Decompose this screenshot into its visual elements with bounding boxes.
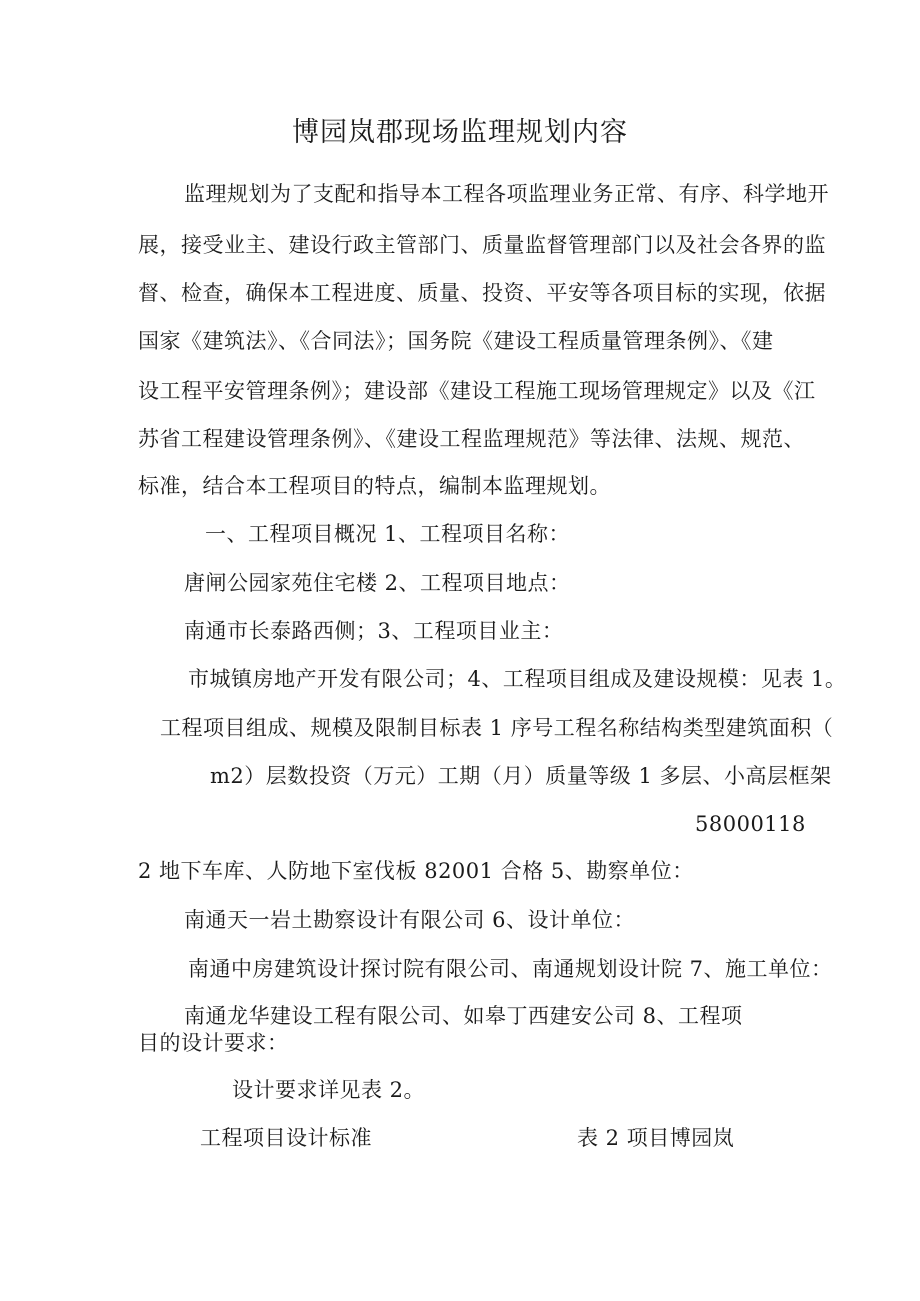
construction-unit-line: 南通龙华建设工程有限公司、如皋丁西建安公司 8、工程项 [184, 1004, 743, 1028]
table-2-caption-left: 工程项目设计标准 [200, 1126, 372, 1150]
intro-line-5: 设工程平安管理条例》；建设部《建设工程施工现场管理规定》以及《江 [138, 379, 816, 403]
survey-unit-line: 南通天一岩土勘察设计有限公司 6、设计单位： [184, 908, 636, 932]
design-unit-line: 南通中房建筑设计探讨院有限公司、南通规划设计院 7、施工单位： [188, 957, 833, 981]
project-overview-heading: 一、工程项目概况 1、工程项目名称： [205, 522, 571, 546]
intro-line-2: 展，接受业主、建设行政主管部门、质量监督管理部门以及社会各界的监 [138, 233, 826, 257]
intro-line-4: 国家《建筑法》、《合同法》；国务院《建设工程质量管理条例》、《建 [138, 329, 774, 353]
intro-line-7: 标准，结合本工程项目的特点，编制本监理规划。 [138, 474, 611, 498]
design-requirements-heading: 目的设计要求： [138, 1031, 289, 1055]
document-title: 博园岚郡现场监理规划内容 [292, 117, 628, 148]
table-2-caption-right: 表 2 项目博园岚 [577, 1126, 735, 1150]
table-1-row-2-line: 2 地下车库、人防地下室伐板 82001 合格 5、勘察单位： [138, 859, 694, 883]
table-1-header-line: m2）层数投资（万元）工期（月）质量等级 1 多层、小高层框架 [210, 764, 832, 788]
intro-line-6: 苏省工程建设管理条例》、《建设工程监理规范》等法律、法规、规范、 [138, 427, 805, 451]
design-requirements-line: 设计要求详见表 2。 [232, 1078, 426, 1102]
project-name-line: 唐闸公园家苑住宅楼 2、工程项目地点： [184, 571, 571, 595]
table-1-number-line: 58000118 [695, 812, 806, 836]
intro-line-1: 监理规划为了支配和指导本工程各项监理业务正常、有序、科学地开 [184, 182, 829, 206]
project-location-line: 南通市长泰路西侧；3、工程项目业主： [184, 619, 564, 643]
project-owner-line: 市城镇房地产开发有限公司；4、工程项目组成及建设规模：见表 1。 [188, 667, 847, 691]
table-1-caption-line: 工程项目组成、规模及限制目标表 1 序号工程名称结构类型建筑面积（ [160, 716, 834, 740]
intro-line-3: 督、检查，确保本工程进度、质量、投资、平安等各项目标的实现，依据 [138, 281, 826, 305]
